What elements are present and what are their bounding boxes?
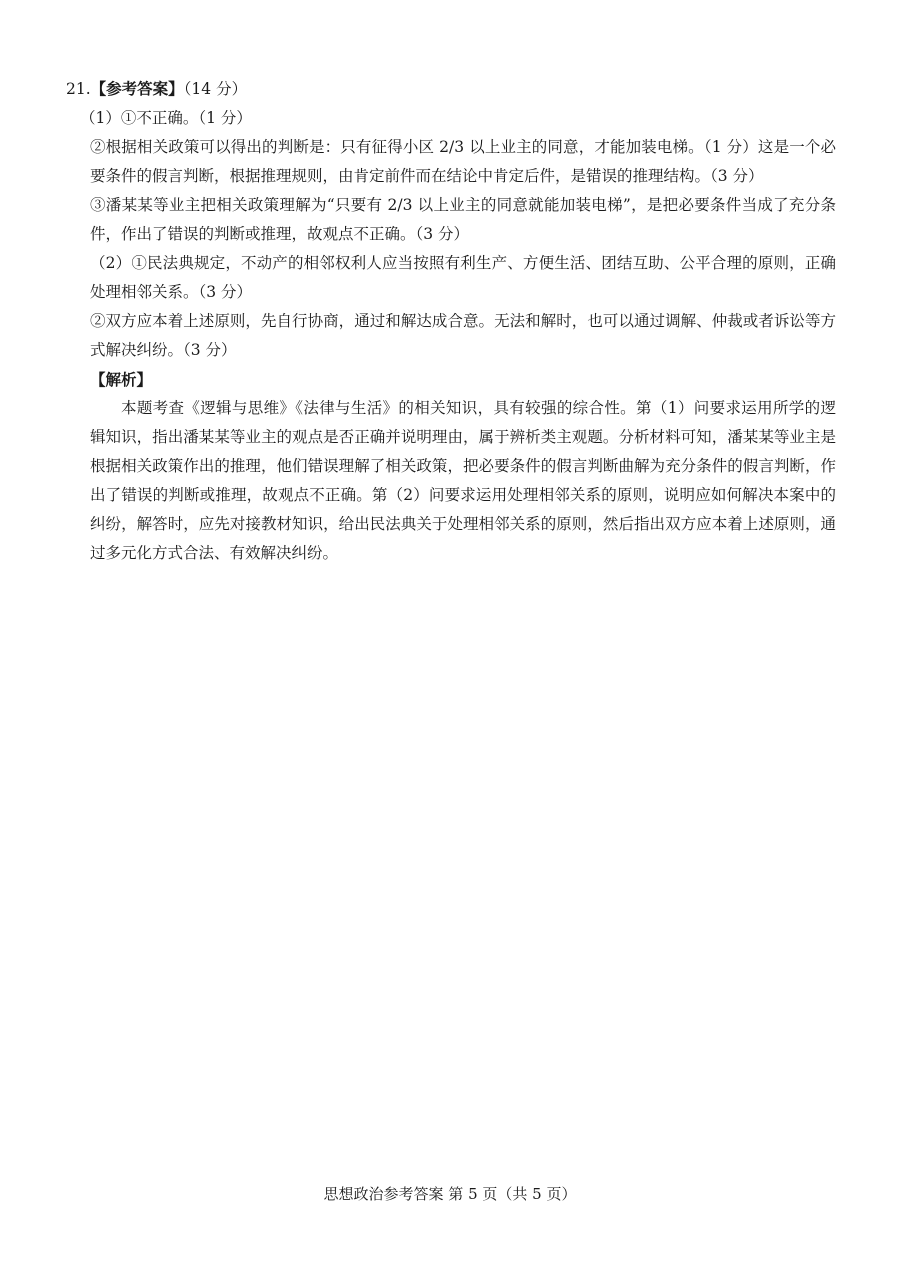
answer-content xyxy=(66,74,836,568)
analysis-title: 【解析】 xyxy=(90,370,153,389)
analysis-body: 本题考查《逻辑与思维》《法律与生活》的相关知识，具有较强的综合性。第（1）问要求运用所学的逻辑知识，指出潘某某等业主的观点是否正确并说明理由，属于辨析类主观题。分析材料可知，潘某某等业主是根据相关政策作出的推理，他们错误理解了相关政策，把必要条件的假言判断曲解为充分条件的假言判断，作出了错误的判断或推理，故观点不正确。第（2）问要求运用处理相邻关系的原则，说明应如何解决本案中的纠纷，解答时，应先对接教材知识，给出民法典关于处理相邻关系的原则，然后指出双方应本着上述原则，通过多元化方式合法、有效解决纠纷。 xyxy=(90,399,836,562)
question-score: （14 分） xyxy=(183,80,248,98)
part2-item2: ②双方应本着上述原则，先自行协商，通过和解达成合意。无法和解时，也可以通过调解、仲裁或者诉讼等方式解决纠纷。（3 分） xyxy=(90,312,836,359)
page-footer: 思想政治参考答案 第 5 页（共 5 页） xyxy=(323,1185,577,1203)
part1-item3: ③潘某某等业主把相关政策理解为“只要有 2/3 以上业主的同意就能加装电梯”，是把必要条件当成了充分条件，作出了错误的判断或推理，故观点不正确。（3 分） xyxy=(90,196,836,243)
part1-item2: ②根据相关政策可以得出的判断是：只有征得小区 2/3 以上业主的同意，才能加装电梯。（1 分）这是一个必要条件的假言判断，根据推理规则，由肯定前件而在结论中肯定后件，是错误的推理结构。（3 分） xyxy=(90,138,836,185)
part2-item1: （2）①民法典规定，不动产的相邻权利人应当按照有利生产、方便生活、团结互助、公平合理的原则，正确处理相邻关系。（3 分） xyxy=(90,254,836,301)
answer-title: 【参考答案】 xyxy=(90,79,184,98)
question-number: 21. xyxy=(66,80,91,98)
question-header xyxy=(66,74,836,104)
part1-item1: （1）①不正确。（1 分） xyxy=(80,109,252,127)
